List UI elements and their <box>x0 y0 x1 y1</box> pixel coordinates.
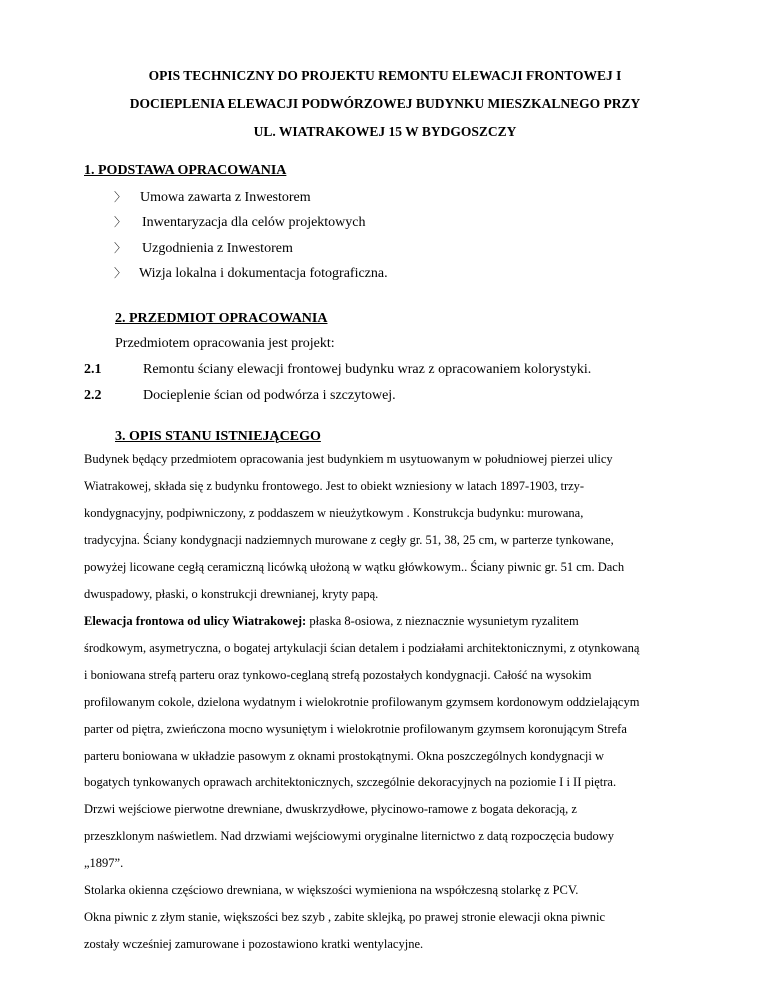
item-text: Remontu ściany elewacji frontowej budynku wraz z opracowaniem kolorystyki. <box>143 362 592 377</box>
document-title <box>60 62 710 146</box>
section-3-heading: 3. OPIS STANU ISTNIEJĄCEGO <box>115 429 321 444</box>
list-item: 〉 Inwentaryzacja dla celów projektowych <box>114 215 366 230</box>
title-line-3: UL. WIATRAKOWEJ 15 W BYDGOSZCZY <box>253 124 517 139</box>
description-paragraph-2: Elewacja frontowa od ulicy Wiatrakowej: płaska 8-osiowa, z nieznacznie wysunietym ryzalitem środkowym, asymetryczna, o bogatej artykulacji ścian detalem i podziałami architektonicznymi, z otynkowaną i boniowana strefą parteru oraz tynkowo-ceglaną strefą pozostałych kondygnacji. Całość na wysokim profilowanym cokole, dzielona wydatnym i wielokrotnie profilowanym gzymsem kordonowym oddzielającym parter od piętra, zwieńczona mocno wysuniętym i wielokrotnie profilowanym gzymsem koronującym Strefa parteru boniowana w układzie pasowym z oknami prostokątnymi. Okna poszczególnych kondygnacji w bogatych tynkowanych oprawach architektonicznych, szczególnie dekoracyjnych na poziomie I i II piętra. Drzwi wejściowe pierwotne drewniane, dwuskrzydłowe, płycinowo-ramowe z bogata dekoracją, z przeszklonym naświetlem. Nad drzwiami wejściowymi oryginalne liternictwo z datą rozpoczęcia budowy „1897”. Stolarka okienna częściowo drewniana, w większości wymieniona na współczesną stolarkę z PCV. Okna piwnic z złym stanie, większości bez szyb , zabite sklejką, po prawej stronie elewacji okna piwnic zostały wcześniej zamurowane i pozostawiono kratki wentylacyjne. <box>84 614 640 951</box>
list-item: 〉 Wizja lokalna i dokumentacja fotograficzna. <box>114 266 388 281</box>
item-number: 2.1 <box>84 362 102 377</box>
section-2-heading: 2. PRZEDMIOT OPRACOWANIA <box>115 311 328 326</box>
title-line-1: OPIS TECHNICZNY DO PROJEKTU REMONTU ELEWACJI FRONTOWEJ I <box>148 68 622 83</box>
item-text: Docieplenie ścian od podwórza i szczytowej. <box>143 388 396 403</box>
list-item: 〉 Uzgodnienia z Inwestorem <box>114 241 293 256</box>
title-line-2: DOCIEPLENIA ELEWACJI PODWÓRZOWEJ BUDYNKU MIESZKALNEGO PRZY <box>129 96 641 111</box>
chevron-right-icon: 〉 <box>114 190 127 204</box>
facade-label: Elewacja frontowa od ulicy Wiatrakowej: <box>84 614 307 628</box>
section-2-intro: Przedmiotem opracowania jest projekt: <box>115 336 335 351</box>
chevron-right-icon: 〉 <box>114 241 127 255</box>
list-item: 〉 Umowa zawarta z Inwestorem <box>114 190 311 205</box>
chevron-right-icon: 〉 <box>114 215 127 229</box>
item-number: 2.2 <box>84 388 102 403</box>
description-paragraph-1: Budynek będący przedmiotem opracowania jest budynkiem m usytuowanym w południowej pierzei ulicy Wiatrakowej, składa się z budynku frontowego. Jest to obiekt wzniesiony w latach 1897-1903, trzy- kondygnacyjny, podpiwniczony, z poddaszem w nieużytkowym . Konstrukcja budynku: murowana, tradycyjna. Ściany kondygnacji nadziemnych murowane z cegły gr. 51, 38, 25 cm, w parterze tynkowane, powyżej licowane cegłą ceramiczną licówką ułożoną w wątku główkowym.. Ściany piwnic gr. 51 cm. Dach dwuspadowy, płaski, o konstrukcji drewnianej, kryty papą. <box>84 452 625 601</box>
chevron-right-icon: 〉 <box>114 266 127 280</box>
section-1-heading: 1. PODSTAWA OPRACOWANIA <box>84 163 287 178</box>
